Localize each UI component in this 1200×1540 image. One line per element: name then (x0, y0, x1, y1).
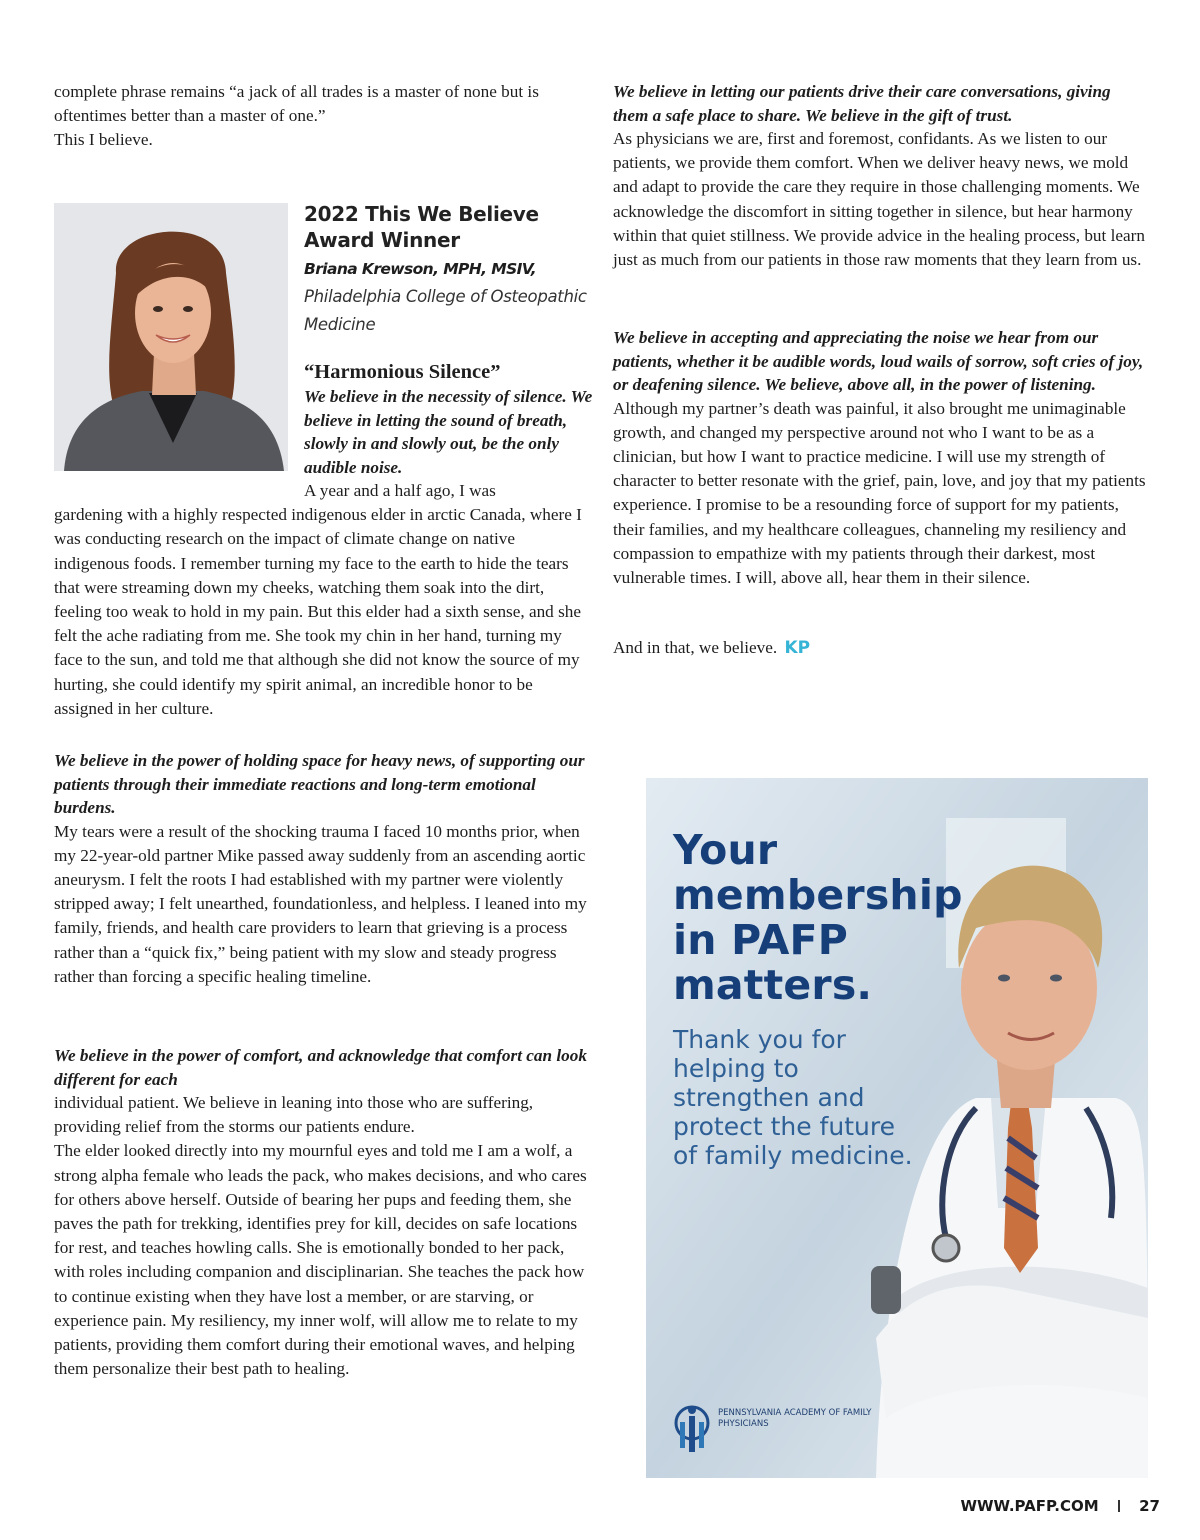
intro-continuation (54, 80, 584, 153)
comfort-lead: We believe in the power of comfort, and acknowledge that comfort can look different for each (54, 1046, 587, 1089)
ad-subtext: Thank you for helping to strengthen and protect the future of family medicine. (673, 1025, 913, 1170)
story-first-line: A year and a half ago, I was (304, 481, 496, 500)
trust-text: As physicians we are, first and foremost, confidants. As we listen to our patients, we provide them comfort. When we deliver heavy news, we mold and adapt to provide the care they require in those challenging moments. We acknowledge the discomfort in sitting together in silence, but hear harmony within that quiet stillness. We provide advice in the healing process, but learn just as much from our patients in those raw moments that they learn from us. (613, 129, 1145, 270)
closing-line (613, 636, 1148, 660)
heavy-news-lead: We believe in the power of holding space for heavy news, of supporting our patients through their immediate reactions and long-term emotional burdens. (54, 751, 585, 817)
trust-lead: We believe in letting our patients drive their care conversations, giving them a safe place to share. We believe in the gift of trust. (613, 82, 1111, 125)
author-photo (54, 203, 288, 471)
award-winner-school: Philadelphia College of Osteopathic Medicine (304, 287, 587, 334)
footer-url[interactable]: WWW.PAFP.COM (960, 1497, 1099, 1515)
essay-intro-lead: We believe in the necessity of silence. We believe in letting the sound of breath, slowly in and slowly out, be the only audible noise. (304, 387, 593, 477)
kp-end-mark: KP (784, 638, 811, 658)
page-footer (960, 1497, 1160, 1515)
award-block (304, 201, 594, 479)
page-number: 27 (1139, 1497, 1160, 1515)
this-i-believe-text: This I believe. (54, 130, 153, 150)
story-text (54, 479, 594, 721)
pafp-logo-text: PENNSYLVANIA ACADEMY OF FAMILY PHYSICIANS (718, 1408, 872, 1429)
story-paragraph (54, 479, 594, 721)
wolf-text: The elder looked directly into my mournful eyes and told me I am a wolf, a strong alpha female who leads the pack, who makes decisions, and who cares for others above herself. Outside of bearing her pups and feeding them, she paves the path for trekking, identifies prey for kill, decides on safe locations for rest, and teaches howling calls. She is emotionally bonded to her pack, with roles including companion and disciplinarian. She teaches the pack how to continue existing when they have lost a member, or are starving, or experience pain. My resiliency, my inner wolf, will allow me to relate to my patients, providing them comfort during their emotional waves, and helping them personalize their best path to healing. (54, 1141, 587, 1379)
award-winner-name: Briana Krewson, MPH, MSIV, (304, 260, 537, 278)
heavy-news-section (54, 749, 594, 989)
essay-title: “Harmonious Silence” (304, 361, 501, 383)
award-title: 2022 This We Believe Award Winner (304, 202, 539, 252)
continuation-text: complete phrase remains “a jack of all trades is a master of none but is oftentimes better than a master of one.” (54, 82, 539, 126)
story-rest: gardening with a highly respected indigenous elder in arctic Canada, where I was conducting research on the impact of climate change on native indigenous foods. I remember turning my face to the earth to hide the tears that were streaming down my cheeks, watching them soak into the dirt, feeling too weak to hold in my pain. But this elder had a sixth sense, and she felt the ache radiating from me. She took my chin in her hand, turning my face to the sun, and told me that although she did not know the source of my hurting, she could identify my spirit animal, an incredible honor to be assigned in her culture. (54, 505, 582, 718)
comfort-section (54, 1044, 594, 1381)
footer-divider (1118, 1500, 1120, 1512)
pafp-membership-ad[interactable] (646, 778, 1148, 1478)
closing-text: And in that, we believe. (613, 638, 778, 657)
listening-text: Although my partner’s death was painful, it also brought me unimaginable growth, and changed my perspective around not who I want to be as a clinician, but how I want to practice medicine. I will use my strength of character to better resonate with the grief, pain, love, and joy that my patients experience. I promise to be a resounding force of support for my patients, their families, and my healthcare colleagues, channeling my resiliency and compassion to empathize with my patients through their darkest, most vulnerable times. I will, above all, hear them in their silence. (613, 398, 1146, 587)
trust-section (613, 80, 1148, 272)
heavy-news-text: My tears were a result of the shocking trauma I faced 10 months prior, when my 22-year-old partner Mike passed away suddenly from an ascending aortic aneurysm. I felt the roots I had established with my partner were violently stripped away; I felt unearthed, foundationless, and helpless. I leaned into my family, friends, and health care providers to learn that grieving is a process rather than a “quick fix,” being patient with my slow and steady progress rather than forcing a specific healing timeline. (54, 821, 587, 986)
ad-headline: Your membership in PAFP matters. (673, 826, 963, 1009)
listening-lead: We believe in accepting and appreciating the noise we hear from our patients, whether it be audible words, loud wails of sorrow, soft cries of joy, or deafening silence. We believe, above all, in the power of listening. (613, 328, 1144, 394)
comfort-text: individual patient. We believe in leaning into those who are suffering, providing relief from the storms our patients endure. (54, 1093, 534, 1137)
listening-section (613, 326, 1148, 590)
